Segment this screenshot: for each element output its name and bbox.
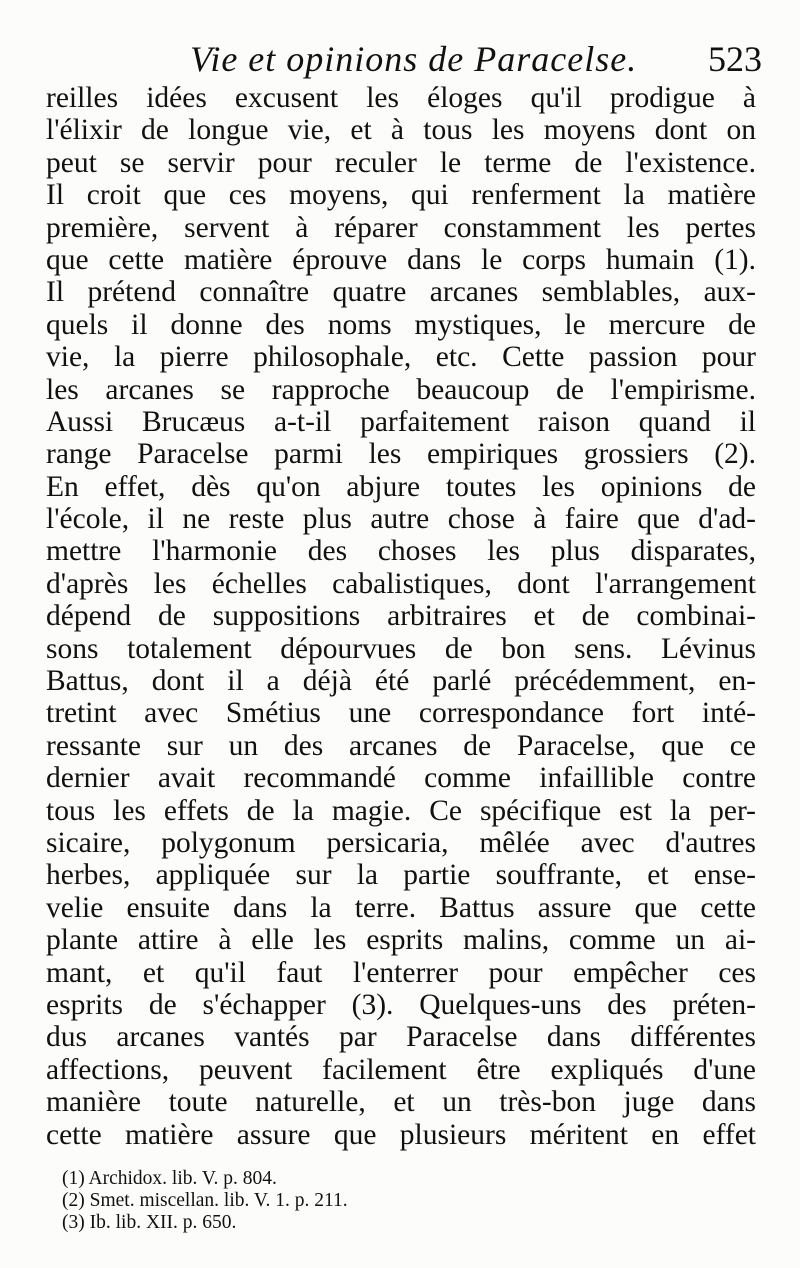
footnotes [62,1168,762,1234]
text-line: sons totalement dépourvues de bon sens. Lévinus [46,632,756,665]
text-line: première, servent à réparer constamment les pertes [46,211,756,244]
text-line: plante attire à elle les esprits malins, comme un ai- [46,924,756,957]
text-line: dépend de suppositions arbitraires et de combinai- [46,600,756,633]
text-line: range Paracelse parmi les empiriques grossiers (2). [46,438,756,471]
footnote: (2) Smet. miscellan. lib. V. 1. p. 211. [62,1190,348,1211]
text-line: l'élixir de longue vie, et à tous les moyens dont on [46,114,756,147]
text-line: Aussi Brucæus a-t-il parfaitement raison quand il [46,405,756,438]
text-line: velie ensuite dans la terre. Battus assure que cette [46,891,756,924]
text-line: affections, peuvent facilement être expliqués d'une [46,1053,756,1086]
text-line: mant, et qu'il faut l'enterrer pour empêcher ces [46,956,756,989]
footnote: (1) Archidox. lib. V. p. 804. [62,1168,277,1189]
text-line: que cette matière éprouve dans le corps humain (1). [46,243,756,276]
text-line: tretint avec Smétius une correspondance fort inté- [46,697,756,730]
page-number: 523 [708,39,762,79]
text-line: l'école, il ne reste plus autre chose à faire que d'ad- [46,503,756,536]
text-line: mettre l'harmonie des choses les plus disparates, [46,535,756,568]
text-line: herbes, appliquée sur la partie souffrante, et ense- [46,859,756,892]
text-line: dernier avait recommandé comme infaillible contre [46,762,756,795]
text-line: sicaire, polygonum persicaria, mêlée avec d'autres [46,826,756,859]
text-line: quels il donne des noms mystiques, le mercure de [46,308,756,341]
text-line: vie, la pierre philosophale, etc. Cette passion pour [46,341,756,374]
body-text [46,82,756,1151]
text-line: les arcanes se rapproche beaucoup de l'empirisme. [46,373,756,406]
text-line: d'après les échelles cabalistiques, dont l'arrangement [46,567,756,600]
text-line: manière toute naturelle, et un très-bon juge dans [46,1086,756,1119]
text-line: cette matière assure que plusieurs méritent en effet [46,1118,756,1151]
text-line: Battus, dont il a déjà été parlé précédemment, en- [46,665,756,698]
text-line: En effet, dès qu'on abjure toutes les opinions de [46,470,756,503]
text-line: peut se servir pour reculer le terme de l'existence. [46,146,756,179]
text-line: dus arcanes vantés par Paracelse dans différentes [46,1021,756,1054]
text-line: esprits de s'échapper (3). Quelques-uns des préten- [46,988,756,1021]
text-line: Il prétend connaître quatre arcanes semblables, aux- [46,276,756,309]
text-line: tous les effets de la magie. Ce spécifique est la per- [46,794,756,827]
footnote: (3) Ib. lib. XII. p. 650. [62,1212,237,1233]
text-line: ressante sur un des arcanes de Paracelse, que ce [46,729,756,762]
text-line: Il croit que ces moyens, qui renferment la matière [46,179,756,212]
running-title: Vie et opinions de Paracelse. [190,39,638,79]
text-line: reilles idées excusent les éloges qu'il prodigue à [46,82,756,114]
page-header [40,38,770,88]
